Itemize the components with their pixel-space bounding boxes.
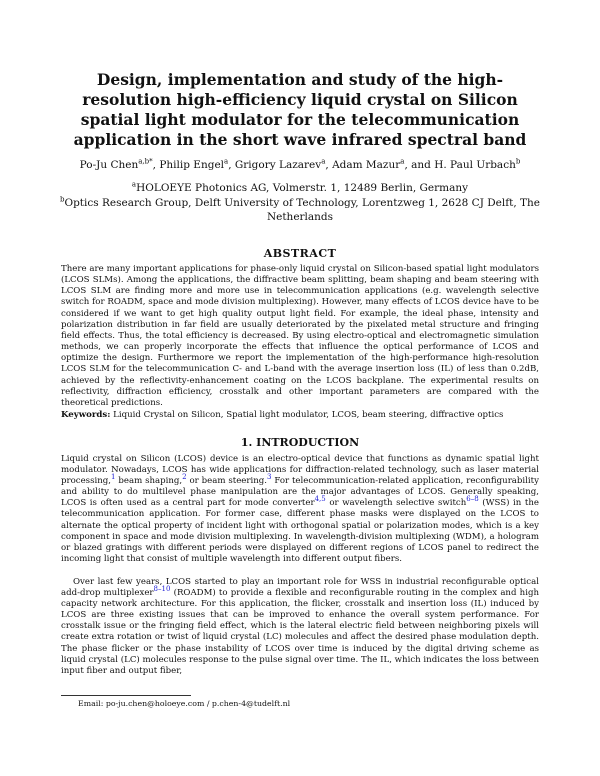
citation-link[interactable]: 2 [182, 473, 187, 482]
section-heading-introduction: 1. INTRODUCTION [240, 436, 360, 449]
citation-link[interactable]: 8–10 [153, 585, 171, 594]
citation-link[interactable]: 3 [267, 473, 272, 482]
keywords-label: Keywords: [61, 410, 111, 420]
author-name: Grigory Lazarev [234, 159, 322, 171]
affiliation-text: Optics Research Group, Delft University of Technology, Lorentzweg 1, 2628 CJ Delft, The Netherlands [64, 197, 540, 223]
author-affiliation-mark: a [400, 157, 405, 166]
keywords [61, 410, 539, 421]
author-separator: , [152, 159, 156, 171]
paragraph-text: (WSS) in the telecommunication application. For former case, different phase masks were displayed on the LCOS to alternate the optical property of incident light with orthogonal spatial or polarization modes, which is a key component in space and mode division multiplexing. In wavelength-division multiplexing (WDM), a hologram or blazed gratings with different periods were displayed on different regions of LCOS panel to redirect the incoming light that consist of multiple wavelength into different output fibers. [61, 498, 540, 564]
intro-paragraph-2 [61, 577, 539, 677]
author-name: H. Paul Urbach [434, 159, 516, 171]
paragraph-text: For telecommunication-related application, reconfigurability and ability to do multilevel phase manipulation are the major advantages of LCOS. Generally speaking, LCOS is often used as a central part for mode converter [61, 476, 539, 509]
paragraph-text: or beam steering. [186, 476, 268, 487]
footnote-email: Email: po-ju.chen@holoeye.com / p.chen-4@tudelft.nl [78, 699, 291, 708]
paragraph-text: beam shaping, [115, 476, 183, 487]
author-affiliation-mark: b [515, 157, 521, 166]
citation-link[interactable]: 4,5 [314, 495, 326, 504]
intro-paragraph-1 [61, 454, 539, 565]
author-affiliation-mark: a,b* [138, 157, 153, 166]
paragraph-text: Liquid crystal on Silicon (LCOS) device is an electro-optical device that functions as dynamic spatial light modulator. Nowadays, LCOS has wide applications for diffraction-related technology, such as laser material processing, [61, 454, 539, 487]
paragraph-text: Over last few years, LCOS started to play an important role for WSS in industrial reconfigurable optical add-drop multiplexer [61, 577, 539, 599]
paper-title: Design, implementation and study of the high-resolution high-efficiency liquid crystal on Silicon spatial light modulator for the telecommunication application in the short wave infrared spectral band [73, 70, 527, 149]
author-list [40, 158, 560, 172]
abstract-heading: ABSTRACT [263, 247, 337, 260]
affiliation-label: b [59, 195, 65, 204]
author-name: Adam Mazur [332, 159, 401, 171]
author-name: Po-Ju Chen [79, 159, 139, 171]
author-separator: , and [404, 159, 431, 171]
author-name: Philip Engel [159, 159, 225, 171]
affiliation-b [55, 196, 545, 224]
keywords-text: Liquid Crystal on Silicon, Spatial light modulator, LCOS, beam steering, diffractive optics [113, 410, 504, 420]
author-separator: , [228, 159, 232, 171]
abstract-body: There are many important applications for phase-only liquid crystal on Silicon-based spatial light modulators (LCOS SLMs). Among the applications, the diffractive beam splitting, beam shaping and beam steering with LCOS SLM are finding more and more use in telecommunication applications (e.g. wavelength selective switch for ROADM, space and mode division multiplexing). However, many effects of LCOS device have to be considered if we want to get high quality output light field. For example, the ideal phase, intensity and polarization distribution in far field are usually deteriorated by the pixelated metal structure and fringing field effects. Thus, the total efficiency is decreased. By using electro-optical and electromagnetic simulation methods, we can properly incorporate the effects that influence the optical performance of LCOS and optimize the design. Furthermore we report the implementation of the high-performance high-resolution LCOS SLM for the telecommunication C- and L-band with the average insertion loss (IL) of less than 0.2dB, achieved by the reflectivity-enhancement coating on the LCOS backplane. The experimental results on reflectivity, diffraction efficiency, crosstalk and other important parameters are compared with the theoretical predictions. [61, 264, 539, 408]
author-affiliation-mark: a [224, 157, 229, 166]
footnote-rule [61, 695, 191, 696]
author-affiliation-mark: a [321, 157, 326, 166]
citation-link[interactable]: 6–8 [466, 495, 479, 504]
author-separator: , [325, 159, 329, 171]
affiliation-a [55, 181, 545, 195]
paragraph-text: or wavelength selective switch [325, 498, 467, 509]
citation-link[interactable]: 1 [111, 473, 116, 482]
affiliation-label: a [131, 180, 137, 189]
paragraph-text: (ROADM) to provide a flexible and reconfigurable routing in the complex and high capacity network architecture. For this application, the flicker, crosstalk and insertion loss (IL) induced by LCOS are three existing issues that can be improved to enhance the overall system performance. For crosstalk issue or the fringing field effect, which is the lateral electric field between neighboring pixels will create extra rotation or twist of liquid crystal (LC) molecules and affect the desired phase modulation depth. The phase flicker or the phase instability of LCOS over time is induced by the digital driving scheme as liquid crystal (LC) molecules response to the pulse signal over time. The IL, which indicates the loss between input fiber and output fiber, [61, 588, 539, 676]
affiliation-text: HOLOEYE Photonics AG, Volmerstr. 1, 12489 Berlin, Germany [136, 182, 469, 194]
